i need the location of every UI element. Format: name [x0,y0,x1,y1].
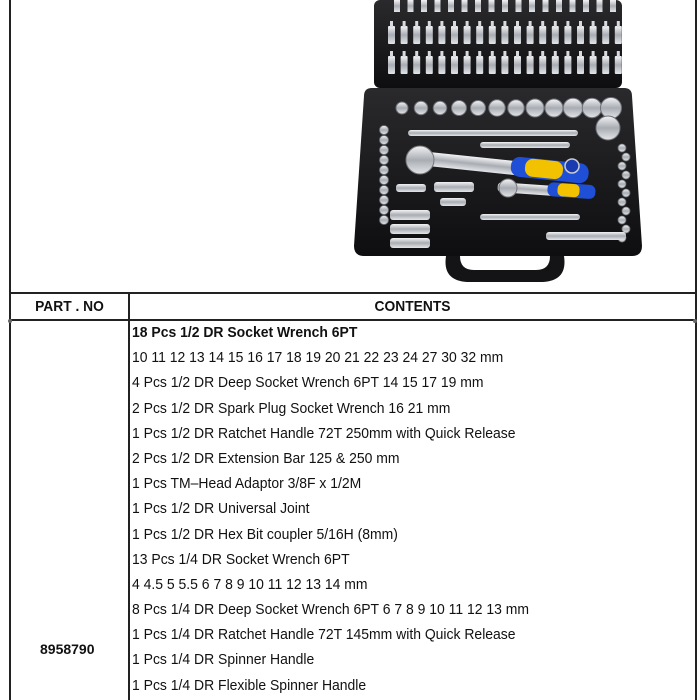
contents-item: 1 Pcs 1/4 DR Ratchet Handle 72T 145mm with Quick Release [132,626,516,644]
contents-item: 10 11 12 13 14 15 16 17 18 19 20 21 22 23 24 27 30 32 mm [132,349,504,367]
contents-item: 1 Pcs 1/4 DR Flexible Spinner Handle [132,676,367,694]
column-divider [128,293,130,700]
contents-item: 4 4.5 5 5.5 6 7 8 9 10 11 12 13 14 mm [132,575,368,593]
table-border-right [695,0,697,700]
contents-item: 4 Pcs 1/2 DR Deep Socket Wrench 6PT 14 15 17 19 mm [132,374,484,392]
contents-item: 13 Pcs 1/4 DR Socket Wrench 6PT [132,550,350,568]
toolkit-case-image [350,0,646,286]
cell-corner-mark [693,319,697,323]
contents-item: 8 Pcs 1/4 DR Deep Socket Wrench 6PT 6 7 8 9 10 11 12 13 mm [132,601,530,619]
contents-item: 1 Pcs 1/2 DR Universal Joint [132,500,310,518]
contents-list [132,320,692,698]
part-number: 8958790 [40,641,95,657]
contents-item: 2 Pcs 1/2 DR Spark Plug Socket Wrench 16 21 mm [132,399,451,417]
contents-item: 1 Pcs TM–Head Adaptor 3/8F x 1/2M [132,475,362,493]
contents-item: 18 Pcs 1/2 DR Socket Wrench 6PT [132,324,358,341]
header-part-no: PART . NO [35,298,104,315]
cell-corner-mark [8,319,12,323]
header-contents: CONTENTS [374,298,451,315]
contents-item: 1 Pcs 1/2 DR Ratchet Handle 72T 250mm with Quick Release [132,424,516,442]
contents-item: 2 Pcs 1/2 DR Extension Bar 125 & 250 mm [132,449,400,467]
table-border-left [9,0,11,700]
contents-item: 1 Pcs 1/2 DR Hex Bit coupler 5/16H (8mm) [132,525,398,543]
contents-item: 1 Pcs 1/4 DR Spinner Handle [132,651,315,669]
